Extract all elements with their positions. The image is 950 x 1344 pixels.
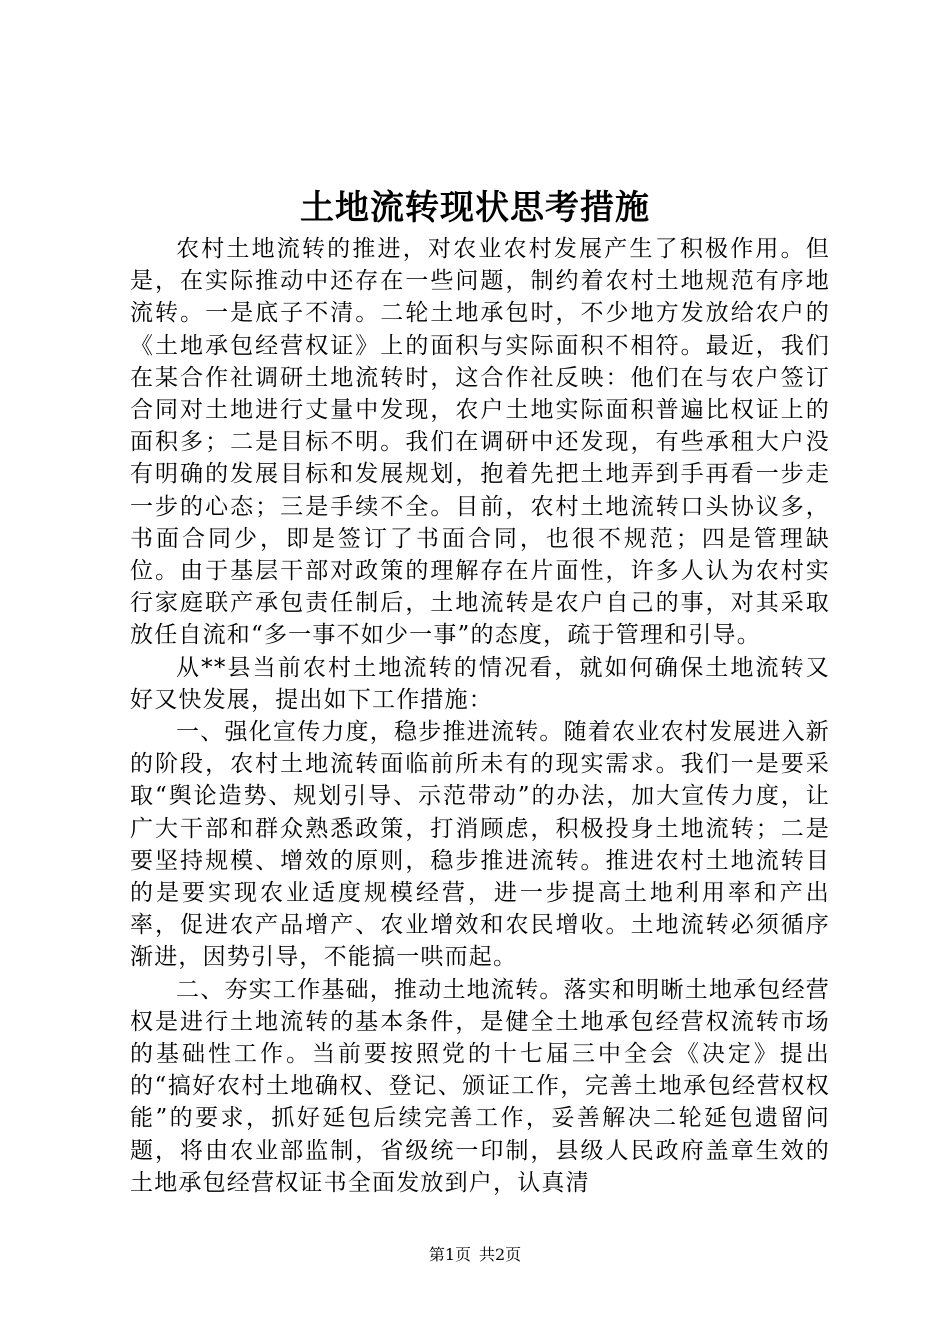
document-title: 土地流转现状思考措施 [300,188,650,228]
paragraph-measure-two: 二、夯实工作基础，推动土地流转。落实和明晰土地承包经营权是进行土地流转的基本条件，是健全土地承包经营权流转市场的基础性工作。当前要按照党的十七届三中全会《决定》提出的“搞好农村土地确权、登记、颁证工作，完善土地承包经营权权能”的要求，抓好延包后续完善工作，妥善解决二轮延包遗留问题，将由农业部监制，省级统一印制，县级人民政府盖章生效的土地承包经营权证书全面发放到户，认真清 [130,976,830,1196]
document-body [130,233,830,1199]
paragraph-problems: 农村土地流转的推进，对农业农村发展产生了积极作用。但是，在实际推动中还存在一些问题，制约着农村土地规范有序地流转。一是底子不清。二轮土地承包时，不少地方发放给农户的《土地承包经营权证》上的面积与实际面积不相符。最近，我们在某合作社调研土地流转时，这合作社反映：他们在与农户签订合同对土地进行丈量中发现，农户土地实际面积普遍比权证上的面积多；二是目标不明。我们在调研中还发现，有些承租大户没有明确的发展目标和发展规划，抱着先把土地弄到手再看一步走一步的心态；三是手续不全。目前，农村土地流转口头协议多，书面合同少，即是签订了书面合同，也很不规范；四是管理缺位。由于基层干部对政策的理解存在片面性，许多人认为农村实行家庭联产承包责任制后，土地流转是农户自己的事，对其采取放任自流和“多一事不如少一事”的态度，疏于管理和引导。 [130,236,830,649]
page-number-current: 第1页 [428,1245,471,1264]
page-footer [0,1243,950,1267]
paragraph-measure-one: 一、强化宣传力度，稳步推进流转。随着农业农村发展进入新的阶段，农村土地流转面临前所未有的现实需求。我们一是要采取“舆论造势、规划引导、示范带动”的办法，加大宣传力度，让广大干部和群众熟悉政策，打消顾虑，积极投身土地流转；二是要坚持规模、增效的原则，稳步推进流转。推进农村土地流转目的是要实现农业适度规模经营，进一步提高土地利用率和产出率，促进农产品增产、农业增效和农民增收。土地流转必须循序渐进，因势引导，不能搞一哄而起。 [130,719,830,971]
page-number-total: 共2页 [479,1245,522,1264]
paragraph-intro-measures: 从**县当前农村土地流转的情况看，就如何确保土地流转又好又快发展，提出如下工作措施： [130,654,830,713]
